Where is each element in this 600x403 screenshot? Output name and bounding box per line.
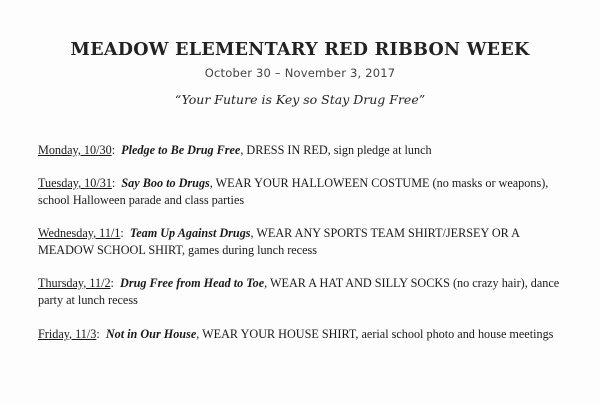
event-theme: Drug Free from Head to Toe bbox=[120, 276, 265, 290]
event-day: Wednesday, 11/1 bbox=[38, 226, 121, 240]
event-theme: Team Up Against Drugs bbox=[129, 226, 251, 240]
event-item-monday: Monday, 10/30: Pledge to Be Drug Free, DRESS IN RED, sign pledge at lunch bbox=[38, 143, 432, 157]
event-theme: Not in Our House bbox=[105, 327, 197, 341]
event-date-range: October 30 – November 3, 2017 bbox=[204, 66, 396, 80]
document-title: MEADOW ELEMENTARY RED RIBBON WEEK bbox=[70, 40, 530, 60]
event-item-friday: Friday, 11/3: Not in Our House, WEAR YOUR HOUSE SHIRT, aerial school photo and house meetings bbox=[38, 327, 554, 341]
event-details: , WEAR YOUR HOUSE SHIRT, aerial school photo and house meetings bbox=[196, 327, 554, 341]
event-day: Thursday, 11/2 bbox=[38, 276, 111, 290]
slogan: “Your Future is Key so Stay Drug Free” bbox=[174, 92, 426, 107]
event-theme: Say Boo to Drugs bbox=[121, 176, 210, 190]
event-item-tuesday: Tuesday, 10/31: Say Boo to Drugs, WEAR YOUR HALLOWEEN COSTUME (no masks or weapons), school Halloween parade and class parties bbox=[38, 176, 549, 207]
event-item-thursday: Thursday, 11/2: Drug Free from Head to Toe, WEAR A HAT AND SILLY SOCKS (no crazy hair), dance party at lunch recess bbox=[38, 276, 560, 307]
event-theme: Pledge to Be Drug Free bbox=[121, 143, 241, 157]
event-day: Monday, 10/30 bbox=[38, 143, 112, 157]
event-details: , WEAR A HAT AND SILLY SOCKS (no crazy hair), dance party at lunch recess bbox=[38, 276, 560, 307]
event-details: , WEAR YOUR HALLOWEEN COSTUME (no masks or weapons), school Halloween parade and class parties bbox=[38, 176, 549, 207]
event-day: Tuesday, 10/31 bbox=[38, 176, 112, 190]
event-day: Friday, 11/3 bbox=[38, 327, 97, 341]
event-details: , WEAR ANY SPORTS TEAM SHIRT/JERSEY OR A MEADOW SCHOOL SHIRT, games during lunch recess bbox=[38, 226, 520, 257]
event-item-wednesday: Wednesday, 11/1: Team Up Against Drugs, WEAR ANY SPORTS TEAM SHIRT/JERSEY OR A MEADOW SCHOOL SHIRT, games during lunch recess bbox=[38, 226, 520, 257]
event-details: , DRESS IN RED, sign pledge at lunch bbox=[240, 143, 432, 157]
